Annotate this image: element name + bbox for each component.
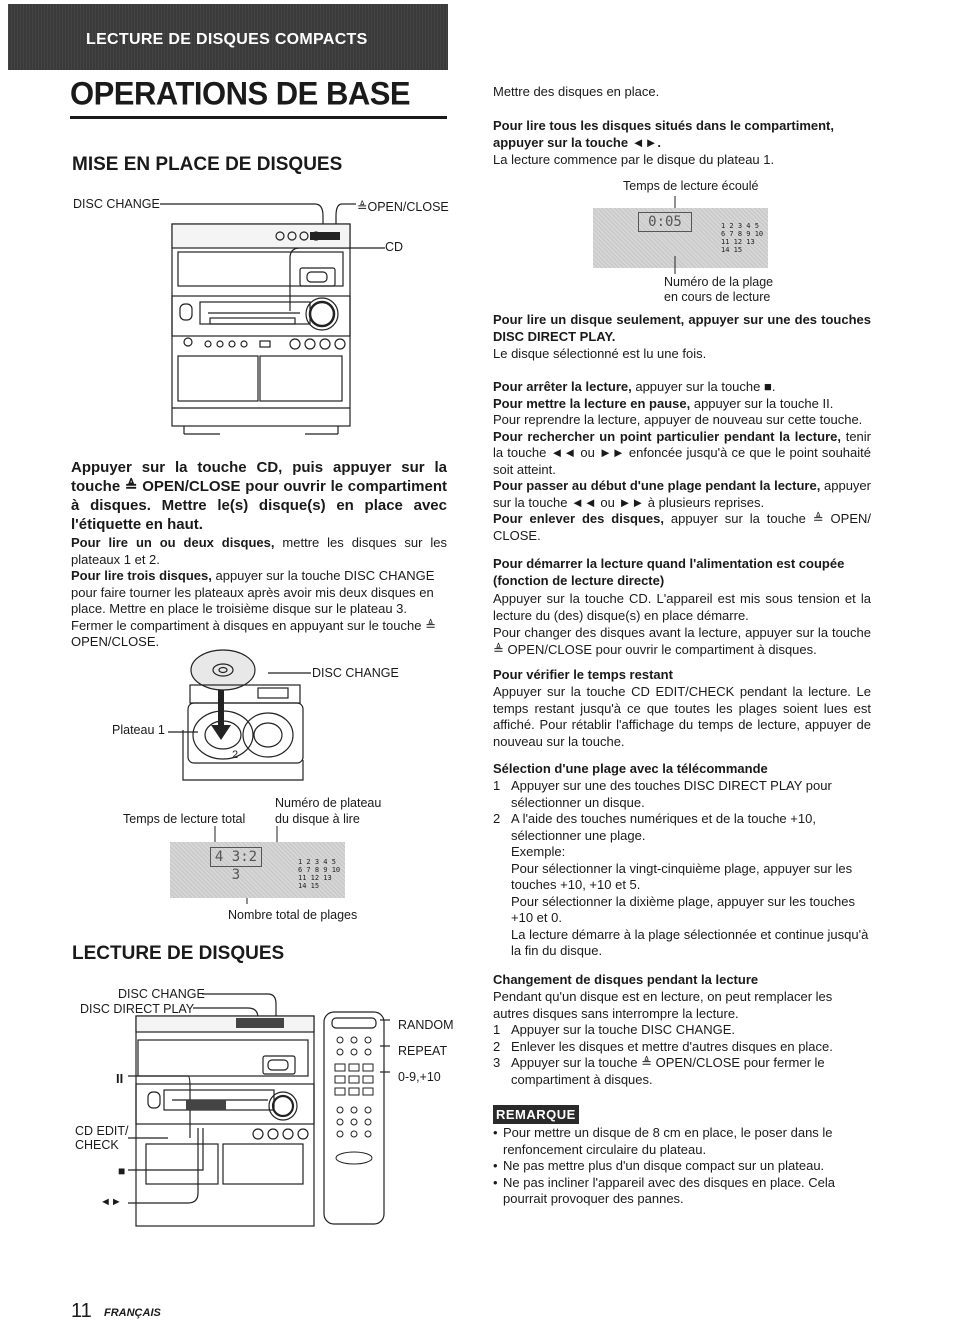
para-lecture-directe-2: Pour changer des disques avant la lecture, appuyer sur la touche ≜ OPEN/CLOSE pour ouvrir le compartiment à disques. bbox=[493, 625, 871, 657]
example-line: Pour sélectionner la dixième plage, appuyer sur les touches +10 et 0. bbox=[511, 893, 855, 925]
example-block bbox=[493, 844, 873, 960]
para-rechercher bbox=[493, 429, 871, 479]
example-label: Exemple: bbox=[511, 844, 566, 859]
lcd-elapsed-display bbox=[593, 208, 768, 268]
enl-text: appuyer sur la touche ≜ OPEN/ CLOSE. bbox=[493, 511, 871, 543]
label-stop: ■ bbox=[118, 1164, 126, 1178]
list-changement bbox=[493, 1022, 873, 1088]
label-cd-edit: CD EDIT/ bbox=[75, 1124, 129, 1138]
para-lire-un: Le disque sélectionné est lu une fois. bbox=[493, 346, 707, 361]
list-item bbox=[493, 778, 873, 811]
para-un-deux-disques bbox=[71, 535, 447, 568]
para-changement: Pendant qu'un disque est en lecture, on peut remplacer les autres disques sans interrompre la lecture. bbox=[493, 989, 833, 1021]
label-en-cours: en cours de lecture bbox=[664, 290, 771, 304]
label-cd: CD bbox=[385, 240, 404, 254]
footer-language: FRANÇAIS bbox=[104, 1307, 161, 1319]
lcd-elapsed-connectors bbox=[670, 196, 680, 276]
note-text: Ne pas incliner l'appareil avec des disques en place. Cela pourrait provoquer des pannes. bbox=[503, 1174, 836, 1206]
heading-lire-tous: Pour lire tous les disques situés dans le compartiment, appuyer sur la touche ◄►. bbox=[493, 118, 834, 150]
list-num: 2 bbox=[493, 1038, 501, 1054]
label-repeat: REPEAT bbox=[398, 1044, 448, 1058]
para-verifier: Appuyer sur la touche CD EDIT/CHECK pendant la lecture. Le temps restant jusqu'à ce que toutes les plages soient lues est affiché. Pour rétablir l'affichage du temps de lecture, appuyer de nouveau sur la touche. bbox=[493, 684, 871, 749]
heading-lecture: LECTURE DE DISQUES bbox=[72, 943, 285, 964]
label-numero-plateau: Numéro de plateau bbox=[275, 796, 382, 810]
para-enlever bbox=[493, 511, 871, 544]
remark-badge: REMARQUE bbox=[493, 1105, 579, 1124]
para-arreter bbox=[493, 379, 871, 396]
para-trois-text: appuyer sur la touche DISC CHANGE pour faire tourner les plateaux après avoir mis deux disques en place. Mettre en place le troisième disque sur le plateau 3. Fermer le compartiment à disques en appuyant sur le touche ≜ OPEN/CLOSE. bbox=[71, 568, 436, 649]
example-line: Pour sélectionner la vingt-cinquième plage, appuyer sur les touches +10, +10 et 5. bbox=[511, 860, 853, 892]
label-temps-total: Temps de lecture total bbox=[123, 812, 246, 826]
label-disc-change-3: DISC CHANGE bbox=[118, 987, 205, 1001]
label-play: ◄► bbox=[100, 1196, 122, 1208]
note-item: • Pour mettre un disque de 8 cm en place, le poser dans le renfoncement circulaire du plateau. bbox=[493, 1125, 873, 1158]
heading-verifier: Pour vérifier le temps restant bbox=[493, 667, 673, 682]
heading-changement: Changement de disques pendant la lecture bbox=[493, 972, 759, 987]
note-text: Pour mettre un disque de 8 cm en place, le poser dans le renfoncement circulaire du plateau. bbox=[503, 1125, 833, 1157]
list-text: Enlever les disques et mettre d'autres disques en place. bbox=[511, 1038, 833, 1054]
label-random: RANDOM bbox=[398, 1018, 454, 1032]
para-un-deux-bold: Pour lire un ou deux disques, bbox=[71, 535, 275, 550]
pass-text: appuyer sur la touche ◄◄ ou ►► à plusieurs reprises. bbox=[493, 478, 871, 510]
label-nums: 0-9,+10 bbox=[398, 1070, 441, 1084]
lcd-track-grid: 1 2 3 4 5 6 7 8 9 10 11 12 13 14 15 bbox=[298, 858, 341, 890]
heading-lire-un: Pour lire un disque seulement, appuyer sur une des touches DISC DIRECT PLAY. bbox=[493, 312, 871, 344]
list-text: Appuyer sur la touche ≜ OPEN/CLOSE pour fermer le compartiment à disques. bbox=[511, 1055, 825, 1087]
pause-text: appuyer sur la touche II. bbox=[690, 395, 834, 411]
note-text: Ne pas mettre plus d'un disque compact sur un plateau. bbox=[503, 1158, 825, 1173]
example-line: La lecture démarre à la plage sélectionnée et continue jusqu'à la fin du disque. bbox=[511, 926, 869, 958]
list-num: 1 bbox=[493, 1022, 501, 1037]
title-rule bbox=[70, 116, 447, 119]
list-num: 3 bbox=[493, 1055, 501, 1070]
para-lecture-directe: Appuyer sur la touche CD. L'appareil est mis sous tension et la lecture du (des) disque(s) en place démarre. bbox=[493, 591, 871, 623]
label-temps-ecoule: Temps de lecture écoulé bbox=[623, 179, 759, 193]
step-instruction: Appuyer sur la touche CD, puis appuyer sur la touche ≜ OPEN/CLOSE pour ouvrir le compartiment à disques. Mettre le(s) disque(s) en place avec l'étiquette en haut. bbox=[71, 459, 447, 533]
list-selection bbox=[493, 778, 873, 960]
label-disc-direct-play: DISC DIRECT PLAY bbox=[80, 1002, 195, 1016]
rech-text: tenir la touche ◄◄ ou ►► enfoncée jusqu'à ce que le point souhaité soit atteint. bbox=[493, 428, 871, 477]
para-trois-bold: Pour lire trois disques, bbox=[71, 568, 212, 583]
list-text: Appuyer sur une des touches DISC DIRECT PLAY pour sélectionner un disque. bbox=[511, 778, 832, 810]
para-lire-tous: La lecture commence par le disque du plateau 1. bbox=[493, 152, 775, 167]
label-disc-change-2: DISC CHANGE bbox=[312, 666, 399, 680]
note-item: • Ne pas incliner l'appareil avec des disques en place. Cela pourrait provoquer des pannes. bbox=[493, 1175, 873, 1208]
label-pause: II bbox=[116, 1071, 124, 1086]
label-plateau-1: Plateau 1 bbox=[112, 723, 165, 737]
disc-tray-illustration bbox=[168, 640, 313, 788]
list-text: A l'aide des touches numériques et de la touche +10, sélectionner une plage. bbox=[511, 811, 816, 843]
page-number: 11 bbox=[71, 1300, 92, 1322]
list-num: 2 bbox=[493, 811, 501, 826]
pass-bold: Pour passer au début d'une plage pendant la lecture, bbox=[493, 478, 821, 493]
lcd-elapsed-tracks: 1 2 3 4 5 6 7 8 9 10 11 12 13 14 15 bbox=[721, 222, 764, 254]
list-item bbox=[493, 1039, 873, 1056]
list-item bbox=[493, 811, 873, 844]
para-pause bbox=[493, 396, 871, 413]
label-check: CHECK bbox=[75, 1138, 119, 1152]
arreter-text: appuyer sur la touche ■. bbox=[631, 379, 776, 394]
stereo-remote-illustration bbox=[128, 988, 398, 1228]
list-item bbox=[493, 1055, 873, 1088]
label-open-close: ≜OPEN/CLOSE bbox=[357, 200, 449, 214]
stereo-illustration bbox=[160, 196, 395, 436]
arreter-bold: Pour arrêter la lecture, bbox=[493, 379, 632, 394]
lcd-total-time: 4 3:2 3 bbox=[210, 847, 262, 867]
lcd-elapsed-time: 0:05 bbox=[638, 212, 692, 232]
page-title: OPERATIONS DE BASE bbox=[70, 75, 411, 112]
list-num: 1 bbox=[493, 778, 501, 793]
svg-text:2: 2 bbox=[232, 749, 239, 761]
section-banner bbox=[8, 4, 448, 70]
enl-bold: Pour enlever des disques, bbox=[493, 511, 665, 526]
lcd-total-display bbox=[170, 842, 345, 898]
heading-mise-en-place: MISE EN PLACE DE DISQUES bbox=[72, 154, 343, 175]
para-passer bbox=[493, 478, 871, 511]
intro-text: Mettre des disques en place. bbox=[493, 84, 660, 99]
list-text: Appuyer sur la touche DISC CHANGE. bbox=[511, 1022, 735, 1037]
heading-selection: Sélection d'une plage avec la télécommande bbox=[493, 761, 768, 776]
note-item: • Ne pas mettre plus d'un disque compact sur un plateau. bbox=[493, 1158, 873, 1175]
label-disc-change: DISC CHANGE bbox=[73, 197, 160, 211]
label-nombre-plages: Nombre total de plages bbox=[228, 908, 358, 922]
heading-lecture-directe: Pour démarrer la lecture quand l'alimentation est coupée (fonction de lecture directe) bbox=[493, 556, 845, 588]
pause-bold: Pour mettre la lecture en pause, bbox=[493, 395, 691, 411]
para-trois-disques bbox=[71, 568, 447, 651]
para-controls bbox=[493, 379, 871, 544]
para-un-deux-text: mettre les disques sur les plateaux 1 et 2. bbox=[71, 535, 447, 567]
label-du-disque: du disque à lire bbox=[275, 812, 360, 826]
notes-list bbox=[493, 1125, 873, 1208]
label-numero-plage: Numéro de la plage bbox=[664, 275, 774, 289]
rech-bold: Pour rechercher un point particulier pendant la lecture, bbox=[493, 428, 841, 444]
list-item bbox=[493, 1022, 873, 1039]
section-label: LECTURE DE DISQUES COMPACTS bbox=[86, 31, 368, 48]
para-pause-2: Pour reprendre la lecture, appuyer de nouveau sur cette touche. bbox=[493, 412, 863, 427]
